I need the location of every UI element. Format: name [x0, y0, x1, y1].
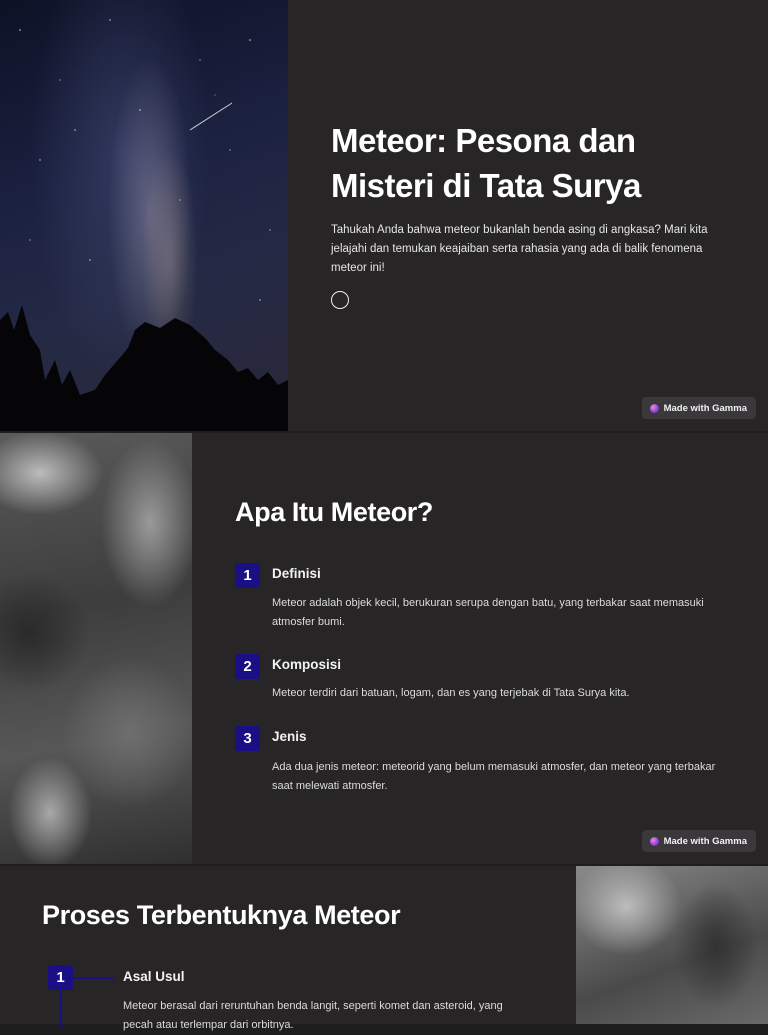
page-title: Meteor: Pesona dan Misteri di Tata Surya: [331, 122, 641, 204]
made-with-gamma-badge[interactable]: [642, 830, 756, 852]
item-description: Ada dua jenis meteor: meteorid yang belum memasuki atmosfer, dan meteor yang terbakar saat melewati atmosfer.: [272, 761, 716, 792]
item-number: 1: [235, 563, 260, 588]
made-with-gamma-badge[interactable]: [642, 397, 756, 419]
smoke-image: [576, 866, 768, 1024]
badge-label: Made with Gamma: [663, 402, 747, 414]
circle-button[interactable]: [331, 291, 349, 309]
timeline-line: [60, 990, 62, 1030]
item-title: Komposisi: [272, 657, 342, 672]
slide-title: [0, 0, 768, 431]
badge-label: Made with Gamma: [663, 835, 747, 847]
item-title: Jenis: [272, 729, 307, 744]
item-title: Definisi: [272, 566, 321, 581]
section-title: Apa Itu Meteor?: [235, 497, 434, 527]
section-title: Proses Terbentuknya Meteor: [42, 900, 401, 930]
item-number: 3: [235, 726, 260, 751]
item-description: Meteor berasal dari reruntuhan benda langit, seperti komet dan asteroid, yang pecah atau terlempar dari orbitnya.: [123, 1000, 503, 1031]
gamma-logo-icon: [650, 837, 659, 846]
item-description: Meteor adalah objek kecil, berukuran serupa dengan batu, yang terbakar saat memasuki atmosfer bumi.: [272, 597, 704, 628]
item-title: Asal Usul: [123, 969, 185, 984]
item-number: 1: [48, 965, 73, 990]
trees-silhouette-icon: [0, 0, 288, 431]
night-sky-image: [0, 0, 288, 431]
timeline-connector: [72, 977, 114, 979]
item-description: Meteor terdiri dari batuan, logam, dan es yang terjebak di Tata Surya kita.: [272, 687, 630, 699]
intro-description: Tahukah Anda bahwa meteor bukanlah benda asing di angkasa? Mari kita jelajahi dan temukan keajaiban serta rahasia yang ada di balik fenomena meteor ini!: [331, 224, 708, 274]
item-number: 2: [235, 654, 260, 679]
smoke-image: [0, 433, 192, 864]
gamma-logo-icon: [650, 404, 659, 413]
